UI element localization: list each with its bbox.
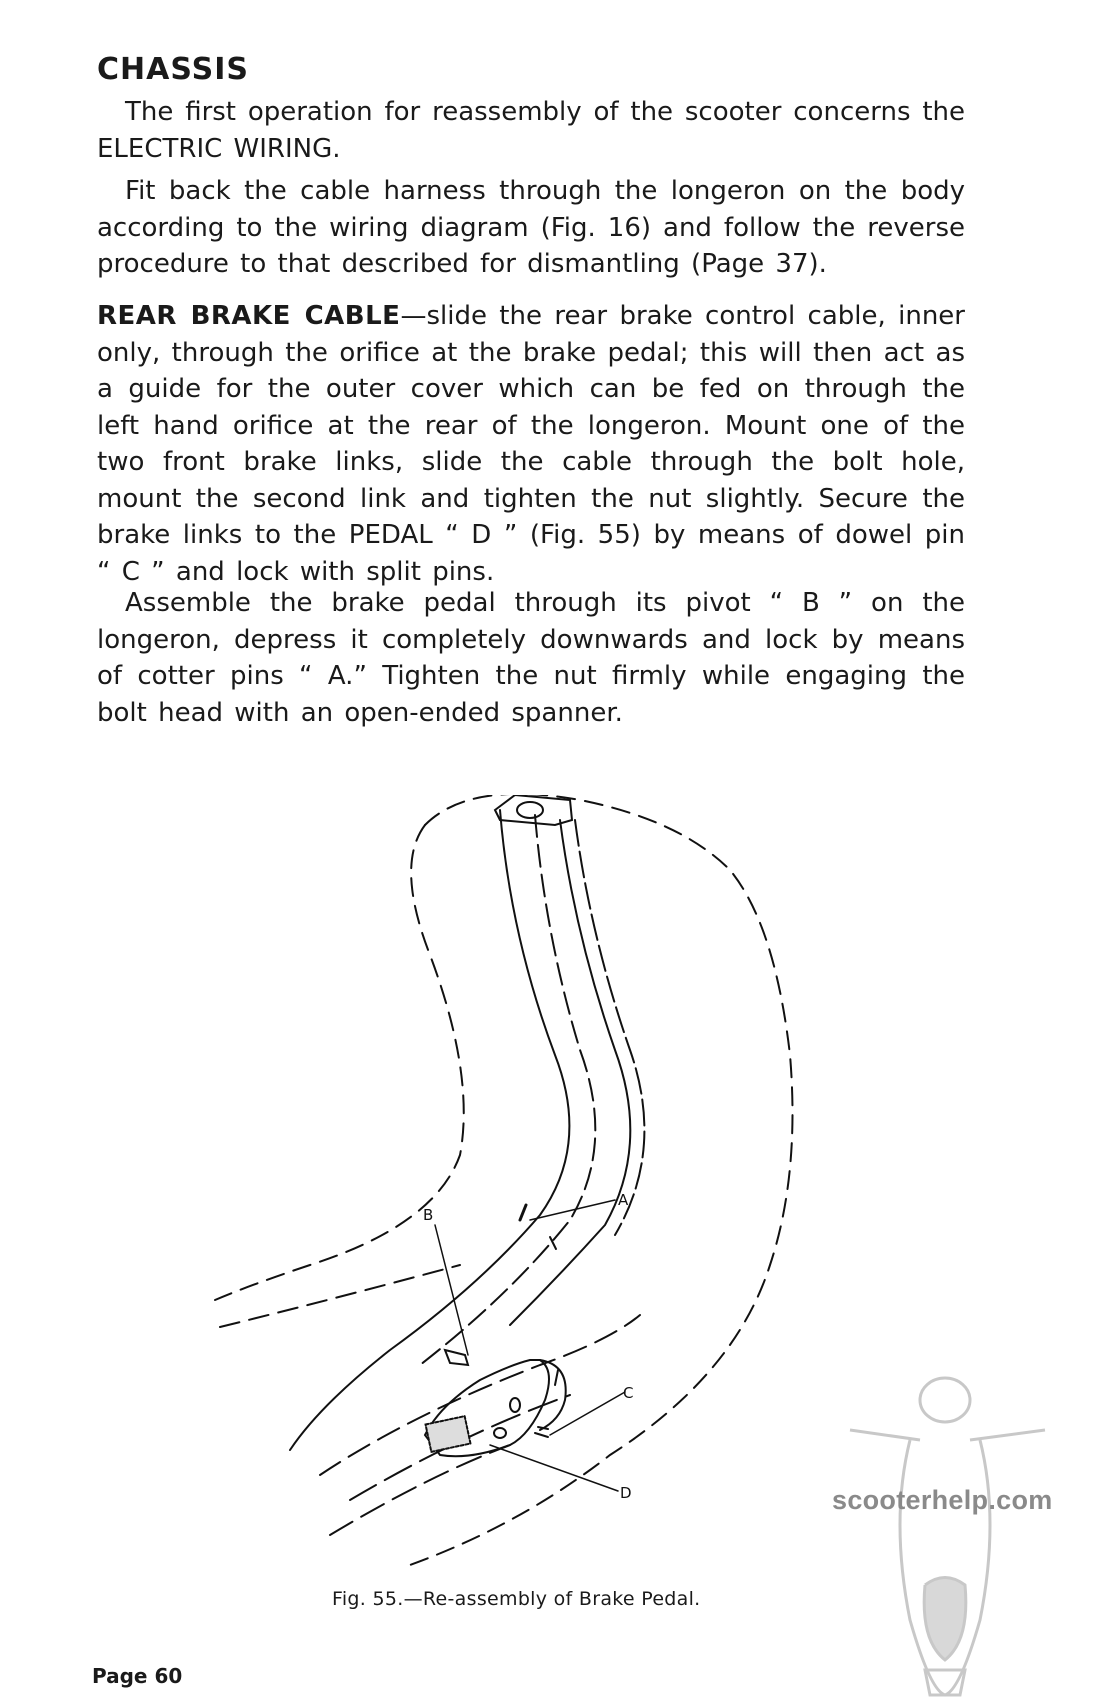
- watermark-text: scooterhelp.com: [832, 1485, 1053, 1515]
- pivot-b-part: [445, 1350, 468, 1365]
- rear-brake-cable-heading: REAR BRAKE CABLE: [97, 301, 401, 331]
- pedal-pivot-boss: [494, 1428, 506, 1438]
- paragraph-cable-harness: Fit back the cable harness through the longeron on the body according to the wiring diagram (Fig. 16) and follow the reverse procedure to that described for dismantling (Page 37).: [97, 176, 965, 279]
- pedal-bolt-hole: [510, 1398, 520, 1412]
- label-b: B: [423, 1206, 434, 1224]
- leader-d: [490, 1445, 618, 1491]
- longeron-left-edge: [290, 810, 569, 1450]
- brake-pedal-drawing: [210, 795, 900, 1595]
- longeron-right-edge: [510, 820, 630, 1325]
- longeron-bottom: [330, 1445, 510, 1535]
- paragraph-rear-brake-cable: [97, 298, 965, 590]
- split-pin: [535, 1427, 548, 1437]
- label-c: C: [623, 1384, 634, 1402]
- dowel-pin-c: [555, 1370, 558, 1385]
- label-a: A: [618, 1191, 629, 1209]
- body-outline-outer: [410, 795, 793, 1565]
- paragraph-electric-wiring: The first operation for reassembly of the scooter concerns the ELECTRIC WIRING.: [97, 97, 965, 164]
- figure-caption: Fig. 55.—Re-assembly of Brake Pedal.: [332, 1588, 701, 1610]
- body-outline-inner: [215, 825, 464, 1300]
- scooter-watermark-logo: [830, 1370, 1060, 1700]
- longeron-end-hole: [517, 802, 543, 818]
- paragraph-brake-pedal-assembly: Assemble the brake pedal through its pivot “ B ” on the longeron, depress it completely downwards and lock by means of cotter pins “ A.” Tighten the nut firmly while engaging the bolt head with an open-ended spanner.: [97, 588, 965, 728]
- section-heading: CHASSIS: [97, 52, 249, 87]
- brake-pedal-figure: [210, 795, 900, 1595]
- longeron-lower: [320, 1315, 640, 1475]
- pedal-arm: [540, 1360, 566, 1430]
- leader-b: [435, 1225, 468, 1355]
- longeron-right-edge-2: [575, 820, 644, 1235]
- scooter-watermark-drawing: [830, 1370, 1060, 1700]
- longeron-lower-2: [350, 1395, 570, 1500]
- leader-c: [550, 1392, 625, 1435]
- rear-brake-cable-text: —slide the rear brake control cable, inner only, through the orifice at the brake pedal; this will then act as a guide for the outer cover which can be fed on through the left hand orifice at the rear of the longeron. Mount one of the two front brake links, slide the cable through the bolt hole, mount the second link and tighten the nut slightly. Secure the brake links to the PEDAL “ D ” (Fig. 55) by means of dowel pin “ C ” and lock with split pins.: [97, 301, 965, 587]
- label-d: D: [620, 1484, 632, 1502]
- floor-line-left: [220, 1265, 460, 1327]
- cotter-pin-a: [520, 1205, 526, 1220]
- longeron-mid-edge: [420, 815, 595, 1365]
- page-number: Page 60: [92, 1664, 183, 1688]
